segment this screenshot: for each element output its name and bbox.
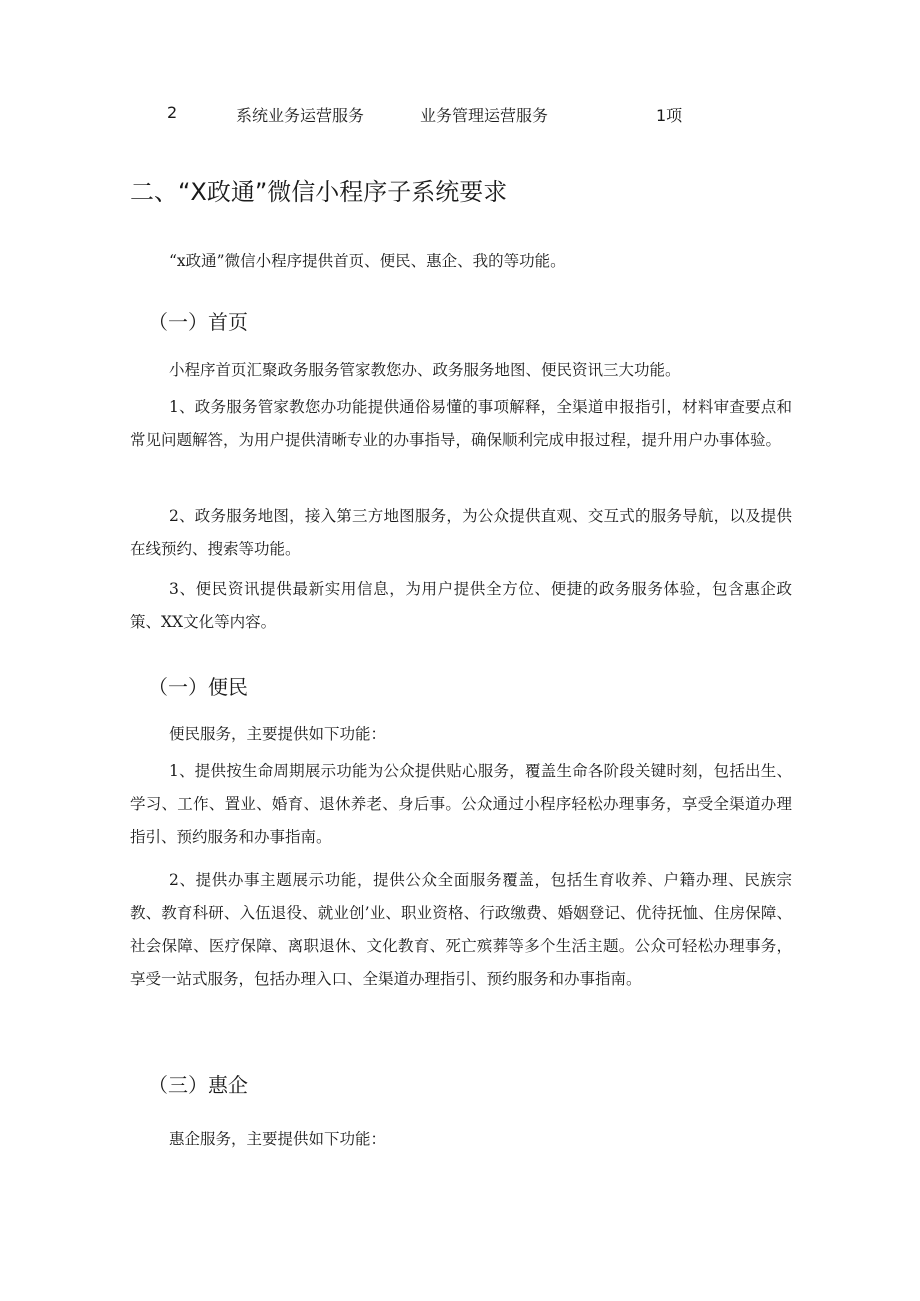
heading-homepage: （一）首页 <box>148 310 248 334</box>
convenience-item-1: 1、提供按生命周期展示功能为公众提供贴心服务，覆盖生命各阶段关键时刻，包括出生、学习、工作、置业、婚育、退休养老、身后事。公众通过小程序轻松办理事务，享受全渠道办理指引、预约服务和办事指南。 <box>130 762 792 846</box>
table-row <box>0 103 920 127</box>
homepage-item-3: 3、便民资讯提供最新实用信息，为用户提供全方位、便捷的政务服务体验，包含惠企政策、XX文化等内容。 <box>130 580 792 631</box>
homepage-item-2: 2、政务服务地图，接入第三方地图服务，为公众提供直观、交互式的服务导航，以及提供在线预约、搜索等功能。 <box>130 507 792 558</box>
enterprise-summary: 惠企服务，主要提供如下功能： <box>169 1130 387 1148</box>
section-title: 二、“X政通”微信小程序子系统要求 <box>130 178 508 206</box>
homepage-item-1: 1、政务服务管家教您办功能提供通俗易懂的事项解释，全渠道申报指引，材料审查要点和常见问题解答，为用户提供清晰专业的办事指导，确保顺利完成申报过程，提升用户办事体验。 <box>130 398 792 449</box>
row-quantity: 1项 <box>656 106 683 125</box>
row-number: 2 <box>167 103 178 122</box>
homepage-summary: 小程序首页汇聚政务服务管家教您办、政务服务地图、便民资讯三大功能。 <box>169 361 681 379</box>
row-name: 系统业务运营服务 <box>236 106 365 125</box>
convenience-summary: 便民服务，主要提供如下功能： <box>169 725 387 743</box>
convenience-item-2: 2、提供办事主题展示功能，提供公众全面服务覆盖，包括生育收养、户籍办理、民族宗教、教育科研、入伍退役、就业创’业、职业资格、行政缴费、婚姻登记、优待抚恤、住房保障、社会保障、医疗保障、离职退休、文化教育、死亡殡葬等多个生活主题。公众可轻松办理事务，享受一站式服务，包括办理入口、全渠道办理指引、预约服务和办事指南。 <box>130 871 792 988</box>
heading-enterprise: （三）惠企 <box>148 1073 248 1097</box>
row-content: 业务管理运营服务 <box>420 106 549 125</box>
heading-convenience: （一）便民 <box>148 675 248 699</box>
intro-paragraph: “x政通”微信小程序提供首页、便民、惠企、我的等功能。 <box>169 252 566 270</box>
